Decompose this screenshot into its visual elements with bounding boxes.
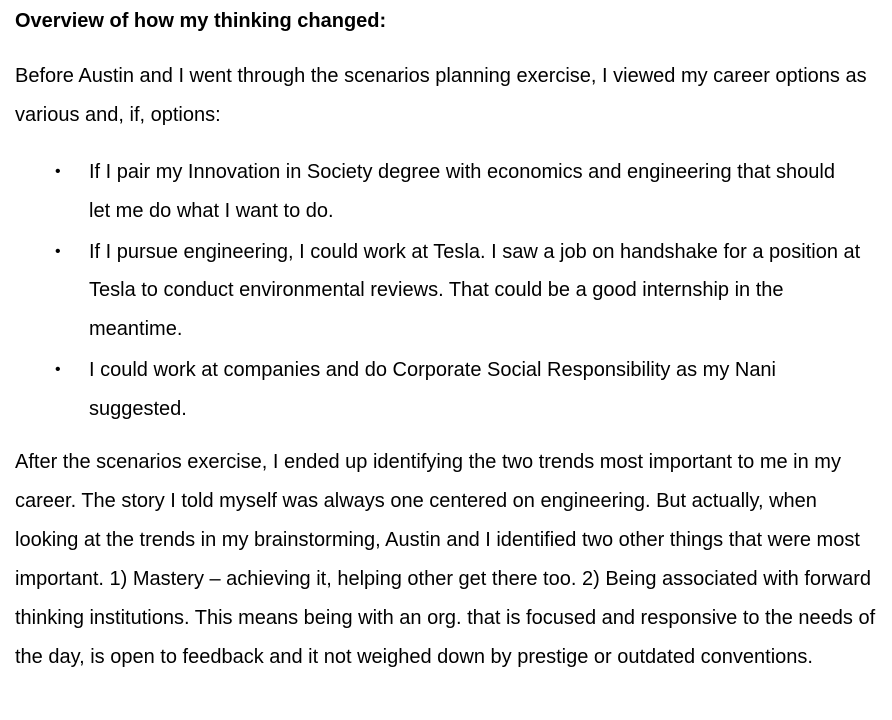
list-item <box>0 153 861 230</box>
bullet-icon: • <box>55 360 61 378</box>
bullet-icon: • <box>55 163 61 180</box>
bullet-text: If I pair my Innovation in Society degree with economics and engineering that should let me do what I want to do. <box>89 161 835 222</box>
bullet-text: If I pursue engineering, I could work at Tesla. I saw a job on handshake for a position at Tesla to conduct environmental reviews. That could be a good internship in the meantime. <box>89 240 861 340</box>
section-heading: Overview of how my thinking changed: <box>15 10 387 32</box>
bullet-icon: • <box>55 242 61 260</box>
conclusion-paragraph: After the scenarios exercise, I ended up identifying the two trends most important to me in my career. The story I told myself was always one centered on engineering. But actually, when looking at the trends in my brainstorming, Austin and I identified two other things that were most important. 1) Mastery – achieving it, helping other get there too. 2) Being associated with forward thinking institutions. This means being with an org. that is focused and responsive to the needs of the day, is open to feedback and it not weighed down by prestige or outdated conventions. <box>15 451 876 668</box>
list-item <box>0 233 861 349</box>
list-item <box>0 351 861 428</box>
intro-paragraph: Before Austin and I went through the scenarios planning exercise, I viewed my career options as various and, if, options: <box>15 65 867 126</box>
bullet-text: I could work at companies and do Corporate Social Responsibility as my Nani suggested. <box>89 358 777 420</box>
options-bullet-list <box>0 153 892 431</box>
